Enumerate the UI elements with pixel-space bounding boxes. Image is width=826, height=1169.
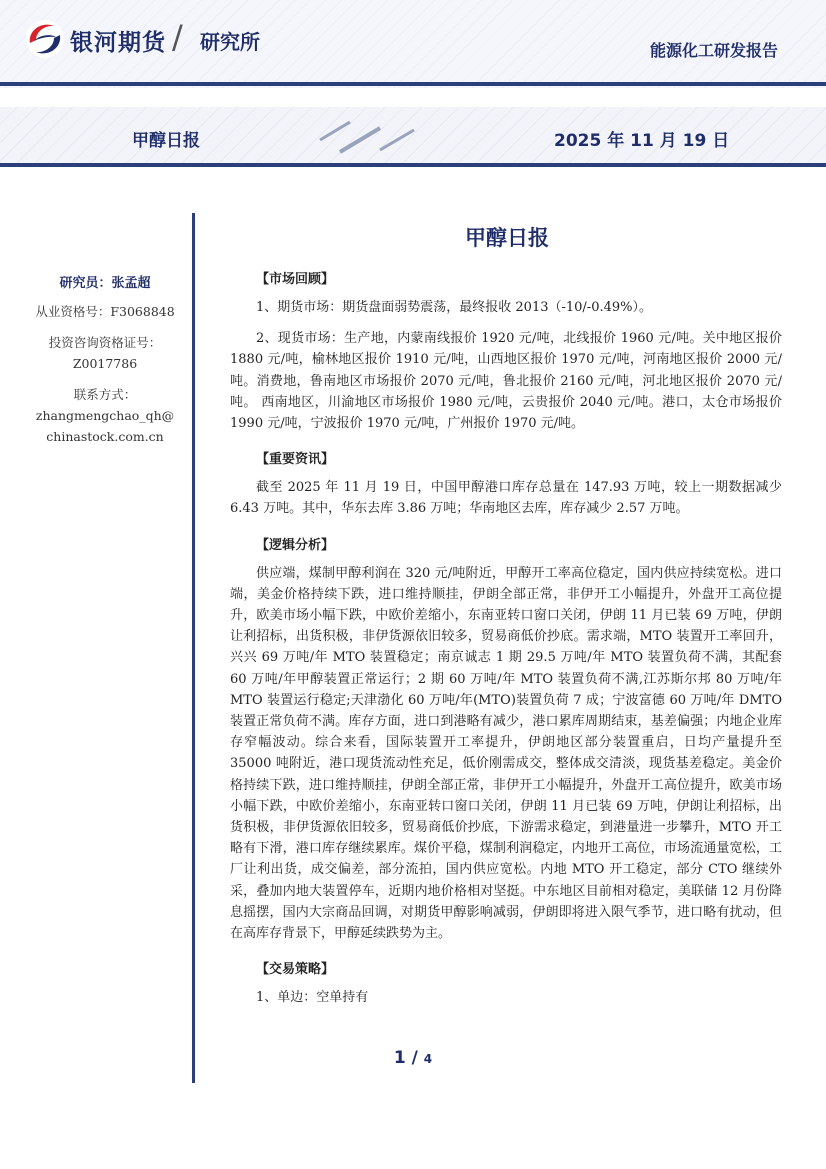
decorative-strokes-icon: [310, 110, 430, 160]
section-key-news: [226, 448, 782, 519]
current-page: 1: [393, 1048, 406, 1068]
section-heading: 【交易策略】: [256, 962, 335, 978]
document-title: 甲醇日报: [465, 226, 549, 250]
page-number: 1 / 4: [393, 1048, 433, 1068]
section-trading-strategy: [226, 958, 782, 1008]
band-title: 甲醇日报: [132, 131, 200, 151]
title-band-rule: [0, 163, 826, 167]
qualification-number: 从业资格号：F3068848: [35, 304, 175, 319]
email-line-2[interactable]: chinastock.com.cn: [46, 429, 164, 444]
section-heading: 【逻辑分析】: [256, 537, 335, 553]
section-heading: 【市场回顾】: [256, 272, 335, 287]
analyst-sidebar: [20, 272, 190, 447]
paragraph: 1、期货市场：期货盘面弱势震荡，最终报收 2013（-10/-0.49%）。: [256, 300, 652, 315]
paragraph: 2、现货市场：生产地，内蒙南线报价 1920 元/吨，北线报价 1960 元/吨。关中地区报价 1880 元/吨，榆林地区报价 1910 元/吨，山西地区报价 1970 元/吨，河南地区报价 2000 元/吨。消费地，鲁南地区市场报价 2070 元/吨，鲁北报价 2160 元/吨，河北地区报价 2070 元/吨。 西南地区，川渝地区市场报价 1980 元/吨，云贵报价 2040 元/吨。港口，太仓市场报价 1990 元/吨，宁波报价 1970 元/吨，广州报价 1970 元/吨。: [230, 331, 782, 432]
paragraph: 1、单边：空单持有: [256, 990, 369, 1006]
report-type: 能源化工研发报告: [649, 41, 778, 60]
report-date: 2025 年 11 月 19 日: [554, 131, 730, 151]
brand-divider: /: [172, 18, 183, 56]
email-line-1[interactable]: zhangmengchao_qh@: [35, 408, 175, 423]
contact-label: 联系方式：: [73, 387, 137, 402]
brand-name: 银河期货: [70, 30, 166, 56]
sidebar-divider: [192, 213, 195, 1083]
header-rule: [0, 82, 826, 86]
section-logic-analysis: [226, 534, 782, 945]
galaxy-logo-icon: [24, 18, 66, 60]
total-pages: 4: [423, 1052, 433, 1066]
brand-department: 研究所: [200, 30, 260, 54]
paragraph: 截至 2025 年 11 月 19 日，中国甲醇港口库存总量在 147.93 万吨，较上一期数据减少 6.43 万吨。其中，华东去库 3.86 万吨；华南地区去库，库存减少 2.57 万吨。: [230, 480, 782, 517]
advisory-number: Z0017786: [72, 356, 138, 371]
advisory-label: 投资咨询资格证号：: [48, 335, 162, 350]
paragraph: 供应端，煤制甲醇利润在 320 元/吨附近，甲醇开工率高位稳定，国内供应持续宽松。进口端，美金价格持续下跌，进口维持顺挂，伊朗全部正常，非伊开工小幅提升，外盘开工高位提升，欧美市场小幅下跌，中欧价差缩小，东南亚转口窗口关闭，伊朗 11 月已装 69 万吨，伊朗让利招标，出货积极，非伊货源依旧较多，贸易商低价抄底。需求端，MTO 装置开工率回升，兴兴 69 万吨/年 MTO 装置稳定；南京诚志 1 期 29.5 万吨/年 MTO 装置负荷不满，其配套 60 万吨/年甲醇装置正常运行；2 期 60 万吨/年 MTO 装置负荷不满,江苏斯尔邦 80 万吨/年 MTO 装置运行稳定;天津渤化 60 万吨/年(MTO)装置负荷 7 成；宁波富德 60 万吨/年 DMTO 装置正常负荷不满。库存方面，进口到港略有减少，港口累库周期结束，基差偏强；内地企业库存窄幅波动。综合来看，国际装置开工率提升，伊朗地区部分装置重启，日均产量提升至 35000 吨附近，港口现货流动性充足，低价刚需成交，整体成交清淡，现货基差稳定。美金价格持续下跌，进口维持顺挂，伊朗全部正常，非伊开工小幅提升，外盘开工高位提升，欧美市场小幅下跌，中欧价差缩小，东南亚转口窗口关闭，伊朗 11 月已装 69 万吨，伊朗让利招标，出货积极，非伊货源依旧较多，贸易商低价抄底，下游需求稳定，到港量进一步攀升，MTO 开工略有下滑，港口库存继续累库。煤价平稳，煤制利润稳定，内地开工高位，市场流通量宽松，工厂让利出货，成交偏差，部分流拍，国内供应宽松。内地 MTO 开工稳定，部分 CTO 继续外采，叠加内地大装置停车，近期内地价格相对坚挺。中东地区目前相对稳定，美联储 12 月份降息摇摆，国内大宗商品回调，对期货甲醇影响减弱，伊朗即将进入限气季节，进口略有扰动，但在高库存背景下，甲醇延续跌势为主。: [230, 565, 782, 942]
report-body: [226, 222, 782, 1014]
analyst-name: 研究员：张孟超: [59, 276, 151, 291]
section-market-review: [226, 268, 782, 434]
section-heading: 【重要资讯】: [256, 452, 335, 468]
